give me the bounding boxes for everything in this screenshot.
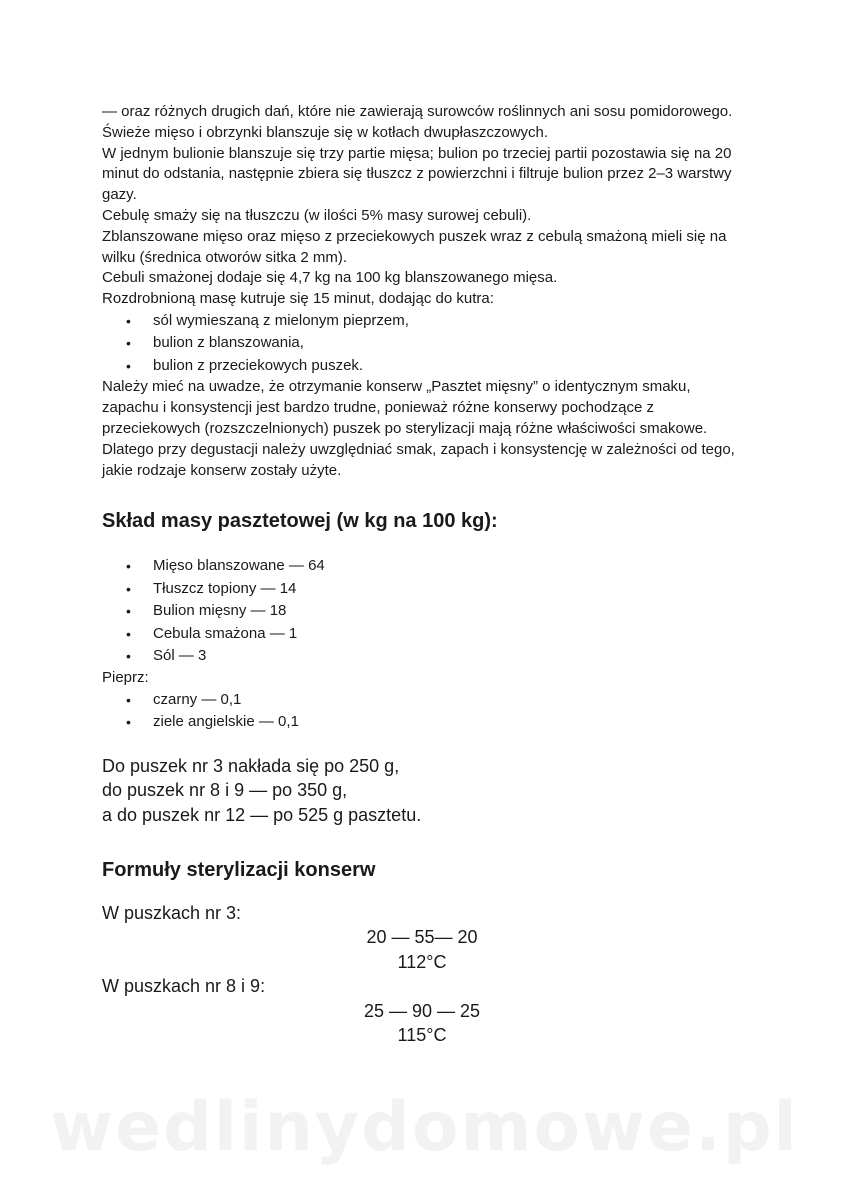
intro-paragraph: W jednym bulionie blanszuje się trzy partie mięsa; bulion po trzeciej partii pozostawia się na 20 minut do odstania, następnie zbiera się tłuszcz z powierzchni i filtruje bulion przez 2–3 warstwy gazy. (102, 144, 732, 204)
sterilization-block (102, 901, 742, 1048)
list-item: • czarny — 0,1 (102, 689, 742, 712)
intro-paragraph: Cebuli smażonej dodaje się 4,7 kg na 100 kg blanszowanego mięsa. (102, 269, 558, 287)
sterilization-heading: Formuły sterylizacji konserw (102, 858, 376, 881)
list-item: • ziele angielskie — 0,1 (102, 711, 742, 734)
cutter-list (102, 310, 742, 378)
note-paragraph: Należy mieć na uwadze, że otrzymanie konserw „Pasztet mięsny” o identycznym smaku, zapachu i konsystencji jest bardzo trudne, ponieważ różne konserwy pochodzące z przeciekowych (rozszczelnionych) puszek po sterylizacji mają różne właściwości smakowe. (102, 378, 708, 438)
watermark: wedlinydomowe.pl (50, 1088, 799, 1167)
can3-formula: 20 — 55— 20 (366, 927, 478, 948)
document-page (102, 102, 742, 1048)
list-item: • bulion z przeciekowych puszek. (102, 355, 742, 378)
intro-paragraph: Cebulę smaży się na tłuszczu (w ilości 5% masy surowej cebuli). (102, 206, 532, 224)
portion-line: a do puszek nr 12 — po 525 g pasztetu. (102, 804, 422, 825)
can89-temperature: 115°C (397, 1025, 447, 1046)
intro-paragraph: Zblanszowane mięso oraz mięso z przeciekowych puszek wraz z cebulą smażoną mieli się na wilku (średnica otworów sitka 2 mm). (102, 227, 727, 266)
portion-line: Do puszek nr 3 nakłada się po 250 g, (102, 755, 400, 776)
can89-formula: 25 — 90 — 25 (363, 1000, 481, 1021)
list-item: • Sól — 3 (102, 645, 742, 668)
list-item: • Mięso blanszowane — 64 (102, 555, 742, 578)
list-item: • bulion z blanszowania, (102, 332, 742, 355)
list-item: • Tłuszcz topiony — 14 (102, 578, 742, 601)
can3-temperature: 112°C (397, 951, 447, 972)
intro-paragraph: Rozdrobnioną masę kutruje się 15 minut, dodając do kutra: (102, 290, 494, 308)
intro-section (102, 102, 742, 481)
pepper-list (102, 689, 742, 734)
tasting-paragraph: Dlatego przy degustacji należy uwzględniać smak, zapach i konsystencję w zależności od tego, jakie rodzaje konserw zostały użyte. (102, 440, 735, 479)
intro-paragraph: — oraz różnych drugich dań, które nie zawierają surowców roślinnych ani sosu pomidorowego. (102, 103, 733, 120)
can3-label: W puszkach nr 3: (102, 902, 242, 923)
composition-list (102, 555, 742, 668)
list-item: • sól wymieszaną z mielonym pieprzem, (102, 310, 742, 333)
composition-heading: Skład masy pasztetowej (w kg na 100 kg): (102, 510, 498, 533)
portion-line: do puszek nr 8 i 9 — po 350 g, (102, 780, 348, 801)
pepper-label: Pieprz: (102, 668, 149, 686)
can89-label: W puszkach nr 8 i 9: (102, 976, 266, 997)
portions-block (102, 754, 742, 828)
list-item: • Cebula smażona — 1 (102, 623, 742, 646)
list-item: • Bulion mięsny — 18 (102, 600, 742, 623)
intro-paragraph: Świeże mięso i obrzynki blanszuje się w kotłach dwupłaszczowych. (102, 123, 549, 141)
